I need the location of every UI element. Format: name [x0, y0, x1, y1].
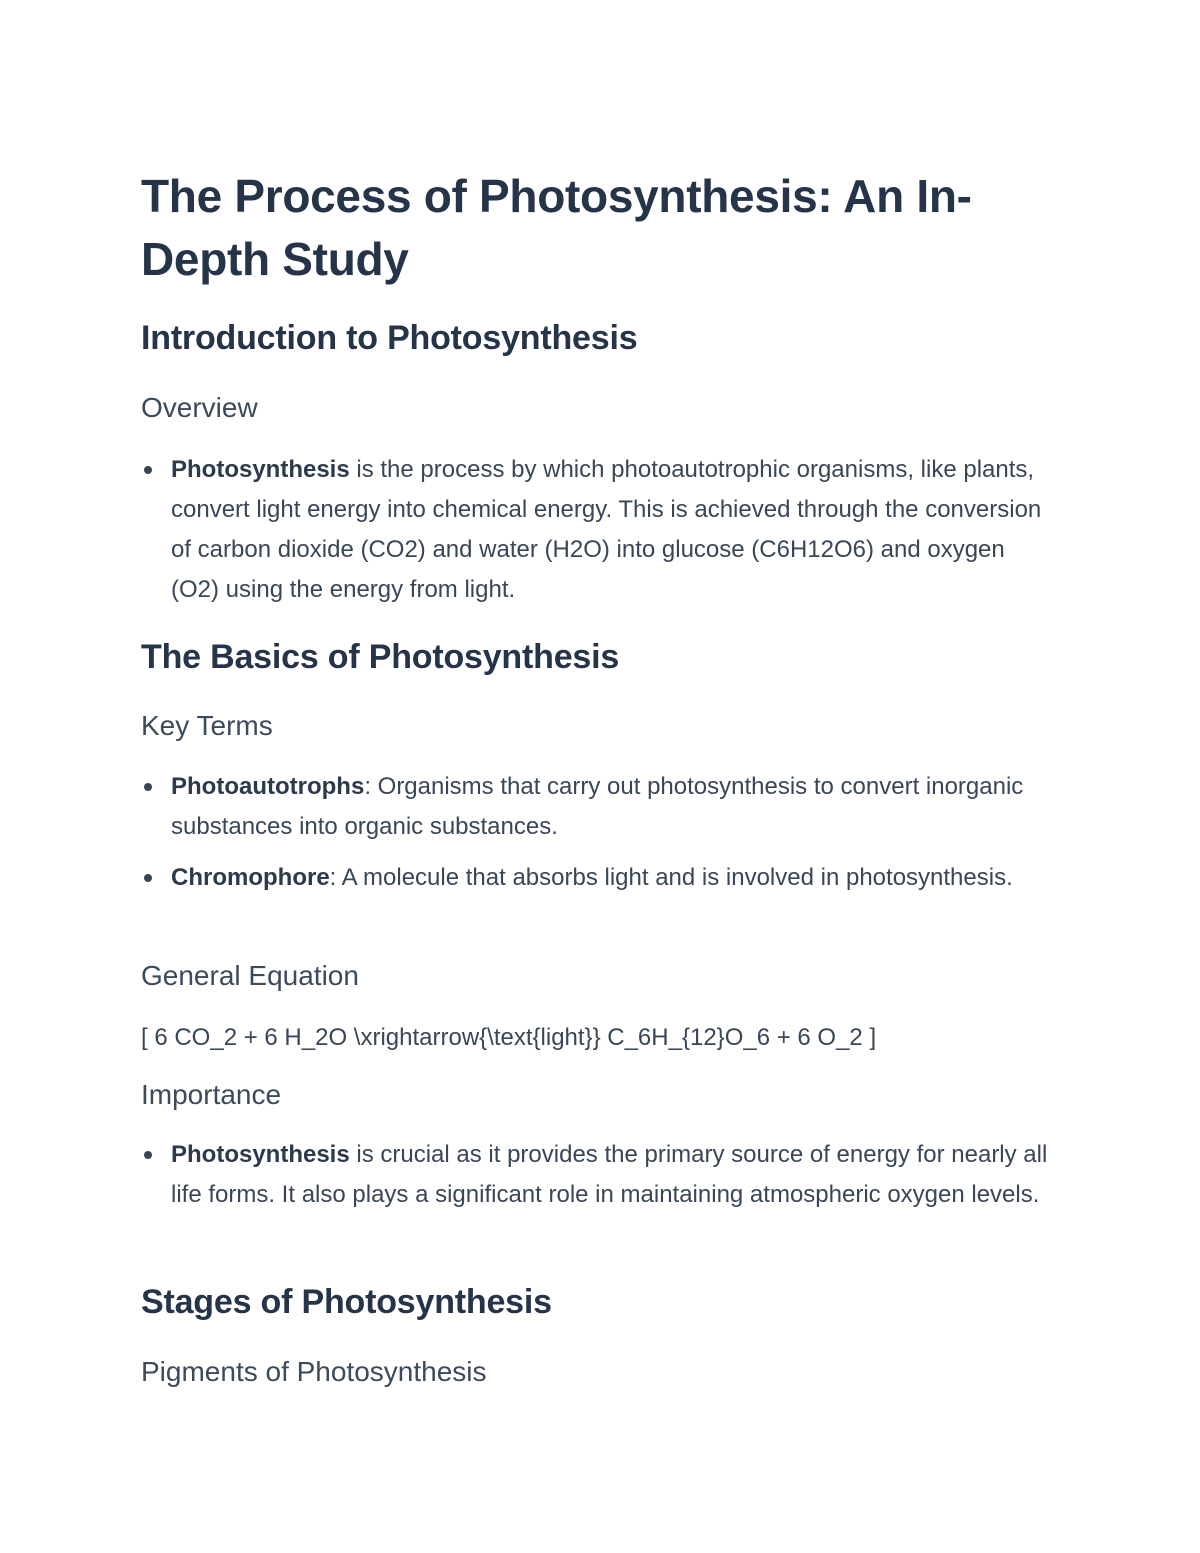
list-item: [141, 450, 1051, 610]
subheading-overview: Overview: [141, 392, 258, 423]
subheading-key-terms: Key Terms: [141, 710, 273, 741]
overview-list: [141, 450, 1051, 610]
list-item-text: is crucial as it provides the primary source of energy for nearly all life forms. It also plays a significant role in maintaining atmospheric oxygen levels.: [171, 1141, 1048, 1208]
subheading-pigments: Pigments of Photosynthesis: [141, 1356, 487, 1387]
list-item-text: is the process by which photoautotrophic organisms, like plants, convert light energy into chemical energy. This is achieved through the conversion of carbon dioxide (CO2) and water (H2O) into glucose (C6H12O6) and oxygen (O2) using the energy from light.: [171, 456, 1042, 603]
importance-list: [141, 1135, 1051, 1215]
list-item-term: Photoautotrophs: [171, 773, 365, 800]
list-item-text: : Organisms that carry out photosynthesis to convert inorganic substances into organic substances.: [171, 773, 1024, 840]
list-item: [141, 858, 1051, 898]
list-item-term: Photosynthesis: [171, 1141, 350, 1168]
document-title: The Process of Photosynthesis: An In-Depth Study: [141, 170, 972, 285]
list-item-text: : A molecule that absorbs light and is involved in photosynthesis.: [329, 864, 1013, 891]
list-item-term: Chromophore: [171, 864, 330, 891]
section-heading-stages: Stages of Photosynthesis: [141, 1283, 552, 1321]
section-heading-basics: The Basics of Photosynthesis: [141, 638, 620, 676]
list-item-term: Photosynthesis: [171, 456, 350, 483]
subheading-general-equation: General Equation: [141, 960, 359, 991]
key-terms-list: [141, 767, 1051, 898]
list-item: [141, 1135, 1051, 1215]
list-item: [141, 767, 1051, 847]
equation-text: [ 6 CO_2 + 6 H_2O \xrightarrow{\text{light}} C_6H_{12}O_6 + 6 O_2 ]: [141, 1024, 877, 1051]
subheading-importance: Importance: [141, 1079, 282, 1110]
section-heading-introduction: Introduction to Photosynthesis: [141, 319, 638, 357]
